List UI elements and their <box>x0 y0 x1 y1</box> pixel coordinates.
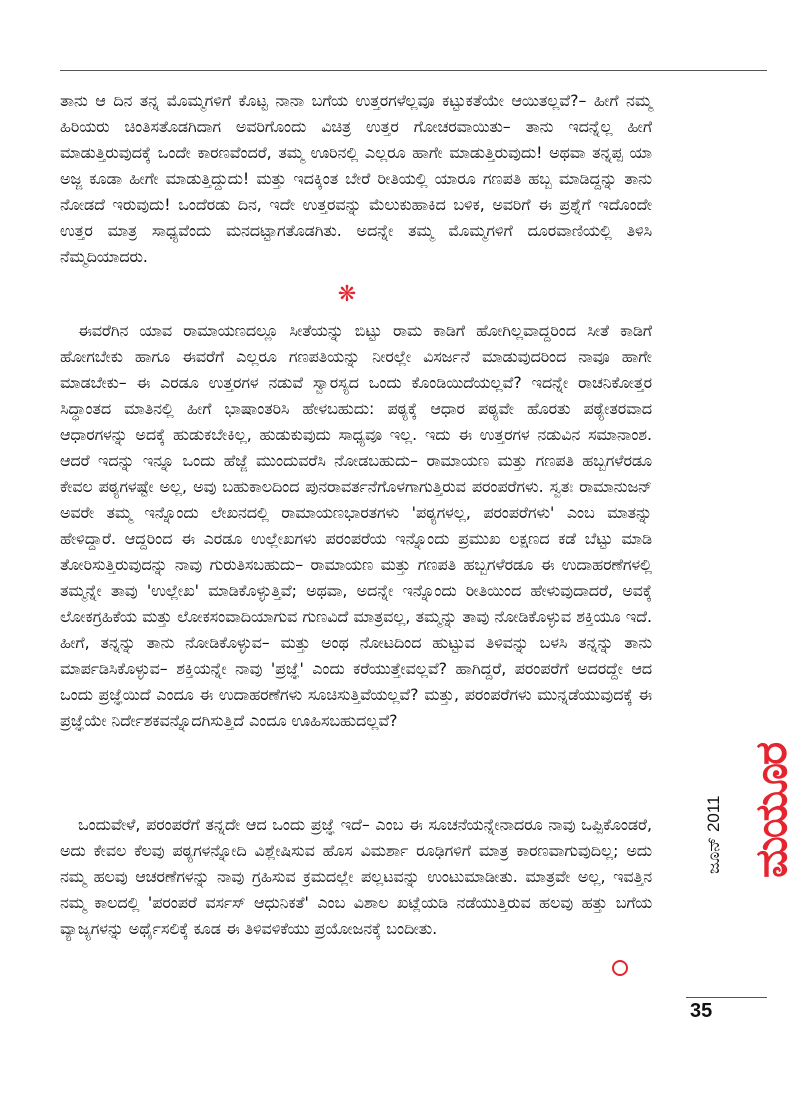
page-number: 35 <box>690 1000 713 1022</box>
article-end-circle-icon <box>612 960 628 976</box>
paragraph-text: ತಾನು ಆ ದಿನ ತನ್ನ ಮೊಮ್ಮಗಳಿಗೆ ಕೊಟ್ಟ ನಾನಾ ಬಗೆಯ ಉತ್ತರಗಳೆಲ್ಲವೂ ಕಟ್ಟುಕತೆಯೇ ಆಯಿತಲ್ಲವೆ?– ಹೀಗೆ ನಮ್ಮ ಹಿರಿಯರು ಚಿಂತಿಸತೊಡಗಿದಾಗ ಅವರಿಗೊಂದು ವಿಚಿತ್ರ ಉತ್ತರ ಗೋಚರವಾಯಿತು– ತಾನು ಇದನ್ನೆಲ್ಲ ಹೀಗೆ ಮಾಡುತ್ತಿರುವುದಕ್ಕೆ ಒಂದೇ ಕಾರಣವೆಂದರೆ, ತಮ್ಮ ಊರಿನಲ್ಲಿ ಎಲ್ಲರೂ ಹಾಗೇ ಮಾಡುತ್ತಿರುವುದು! ಅಥವಾ ತನ್ನಪ್ಪ ಯಾ ಅಜ್ಜ ಕೂಡಾ ಹೀಗೇ ಮಾಡುತ್ತಿದ್ದುದು! ಮತ್ತು ಇದಕ್ಕಿಂತ ಬೇರೆ ರೀತಿಯಲ್ಲಿ ಯಾರೂ ಗಣಪತಿ ಹಬ್ಬ ಮಾಡಿದ್ದನ್ನು ತಾನು ನೋಡದೆ ಇರುವುದು! ಒಂದೆರಡು ದಿನ, ಇದೇ ಉತ್ತರವನ್ನು ಮೆಲುಕುಹಾಕಿದ ಬಳಿಕ, ಅವರಿಗೆ ಈ ಪ್ರಶ್ನೆಗೆ ಇದೊಂದೇ ಉತ್ತರ ಮಾತ್ರ ಸಾಧ್ಯವೆಂದು ಮನದಟ್ಟಾಗತೊಡಗಿತು. ಅದನ್ನೇ ತಮ್ಮ ಮೊಮ್ಮಗಳಿಗೆ ದೂರವಾಣಿಯಲ್ಲಿ ತಿಳಿಸಿ ನೆಮ್ಮದಿಯಾದರು. <box>60 91 652 266</box>
article-paragraph-1 <box>60 88 652 270</box>
top-rule <box>60 70 767 71</box>
paragraph-text: ಒಂದುವೇಳೆ, ಪರಂಪರೆಗೆ ತನ್ನದೇ ಆದ ಒಂದು ಪ್ರಜ್ಞೆ ಇದೆ– ಎಂಬ ಈ ಸೂಚನೆಯನ್ನೇನಾದರೂ ನಾವು ಒಪ್ಪಿಕೊಂಡರೆ, ಅದು ಕೇವಲ ಕೆಲವು ಪಠ್ಯಗಳನ್ನೋದಿ ವಿಶ್ಲೇಷಿಸುವ ಹೊಸ ವಿಮರ್ಶಾ ರೂಢಿಗಳಿಗೆ ಮಾತ್ರ ಕಾರಣವಾಗುವುದಿಲ್ಲ; ಅದು ನಮ್ಮ ಹಲವು ಆಚರಣೆಗಳನ್ನು ನಾವು ಗ್ರಹಿಸುವ ಕ್ರಮದಲ್ಲೇ ಪಲ್ಲಟವನ್ನು ಉಂಟುಮಾಡೀತು. ಮಾತ್ರವೇ ಅಲ್ಲ, ಇವತ್ತಿನ ನಮ್ಮ ಕಾಲದಲ್ಲಿ 'ಪರಂಪರೆ ವರ್ಸಸ್ ಆಧುನಿಕತೆ' ಎಂಬ ವಿಶಾಲ ಖಟ್ಲೆಯಡಿ ನಡೆಯುತ್ತಿರುವ ಹಲವು ಹತ್ತು ಬಗೆಯ ವ್ಯಾಜ್ಯಗಳನ್ನು ಅರ್ಥೈಸಲಿಕ್ಕೆ ಕೂಡ ಈ ತಿಳಿವಳಿಕೆಯು ಪ್ರಯೋಜನಕ್ಕೆ ಬಂದೀತು. <box>60 815 652 938</box>
article-paragraph-3 <box>60 812 652 942</box>
issue-date-text: ಜೂನ್ 2011 <box>704 795 723 874</box>
article-paragraph-2 <box>60 318 652 734</box>
section-separator-asterisk: ❋ <box>337 282 357 307</box>
paragraph-text: ಈವರೆಗಿನ ಯಾವ ರಾಮಾಯಣದಲ್ಲೂ ಸೀತೆಯನ್ನು ಬಿಟ್ಟು ರಾಮ ಕಾಡಿಗೆ ಹೋಗಿಲ್ಲವಾದ್ದರಿಂದ ಸೀತೆ ಕಾಡಿಗೆ ಹೋಗಬೇಕು ಹಾಗೂ ಈವರೆಗೆ ಎಲ್ಲರೂ ಗಣಪತಿಯನ್ನು ನೀರಲ್ಲೇ ವಿಸರ್ಜನೆ ಮಾಡುವುದರಿಂದ ನಾವೂ ಹಾಗೇ ಮಾಡಬೇಕು– ಈ ಎರಡೂ ಉತ್ತರಗಳ ನಡುವೆ ಸ್ವಾರಸ್ಯದ ಒಂದು ಕೊಂಡಿಯಿದೆಯಲ್ಲವೆ? ಇದನ್ನೇ ರಾಚನಿಕೋತ್ತರ ಸಿದ್ಧಾಂತದ ಮಾತಿನಲ್ಲಿ ಹೀಗೆ ಭಾಷಾಂತರಿಸಿ ಹೇಳಬಹುದು: ಪಠ್ಯಕ್ಕೆ ಆಧಾರ ಪಠ್ಯವೇ ಹೊರತು ಪಠ್ಯೇತರವಾದ ಆಧಾರಗಳನ್ನು ಅದಕ್ಕೆ ಹುಡುಕಬೇಕಿಲ್ಲ, ಹುಡುಕುವುದು ಸಾಧ್ಯವೂ ಇಲ್ಲ. ಇದು ಈ ಉತ್ತರಗಳ ನಡುವಿನ ಸಮಾನಾಂಶ. ಆದರೆ ಇದನ್ನು ಇನ್ನೂ ಒಂದು ಹೆಜ್ಜೆ ಮುಂದುವರೆಸಿ ನೋಡಬಹುದು– ರಾಮಾಯಣ ಮತ್ತು ಗಣಪತಿ ಹಬ್ಬಗಳೆರಡೂ ಕೇವಲ ಪಠ್ಯಗಳಷ್ಟೇ ಅಲ್ಲ, ಅವು ಬಹುಕಾಲದಿಂದ ಪುನರಾವರ್ತನೆಗೊಳಗಾಗುತ್ತಿರುವ ಪರಂಪರೆಗಳು. ಸ್ವತಃ ರಾಮಾನುಜನ್ ಅವರೇ ತಮ್ಮ ಇನ್ನೊಂದು ಲೇಖನದಲ್ಲಿ ರಾಮಾಯಣಭಾರತಗಳು 'ಪಠ್ಯಗಳಲ್ಲ, ಪರಂಪರೆಗಳು' ಎಂಬ ಮಾತನ್ನು ಹೇಳಿದ್ದಾರೆ. ಆದ್ದರಿಂದ ಈ ಎರಡೂ ಉಲ್ಲೇಖಗಳು ಪರಂಪರೆಯ ಇನ್ನೊಂದು ಪ್ರಮುಖ ಲಕ್ಷಣದ ಕಡೆ ಬೆಟ್ಟು ಮಾಡಿ ತೋರಿಸುತ್ತಿರುವುದನ್ನು ನಾವು ಗುರುತಿಸಬಹುದು– ರಾಮಾಯಣ ಮತ್ತು ಗಣಪತಿ ಹಬ್ಬಗಳೆರಡೂ ಈ ಉದಾಹರಣೆಗಳಲ್ಲಿ ತಮ್ಮನ್ನೇ ತಾವು 'ಉಲ್ಲೇಖ' ಮಾಡಿಕೊಳ್ಳುತ್ತಿವೆ; ಅಥವಾ, ಅದನ್ನೇ ಇನ್ನೊಂದು ರೀತಿಯಿಂದ ಹೇಳುವುದಾದರೆ, ಅವಕ್ಕೆ ಲೋಕಗ್ರಹಿಕೆಯ ಮತ್ತು ಲೋಕಸಂವಾದಿಯಾಗುವ ಗುಣವಿದೆ ಮಾತ್ರವಲ್ಲ, ತಮ್ಮನ್ನು ತಾವು ನೋಡಿಕೊಳ್ಳುವ ಶಕ್ತಿಯೂ ಇದೆ. ಹೀಗೆ, ತನ್ನನ್ನು ತಾನು ನೋಡಿಕೊಳ್ಳುವ– ಮತ್ತು ಅಂಥ ನೋಟದಿಂದ ಹುಟ್ಟುವ ತಿಳಿವನ್ನು ಬಳಸಿ ತನ್ನನ್ನು ತಾನು ಮಾರ್ಪಡಿಸಿಕೊಳ್ಳುವ– ಶಕ್ತಿಯನ್ನೇ ನಾವು 'ಪ್ರಜ್ಞೆ' ಎಂದು ಕರೆಯುತ್ತೇವಲ್ಲವೆ? ಹಾಗಿದ್ದರೆ, ಪರಂಪರೆಗೆ ಅದರದ್ದೇ ಆದ ಒಂದು ಪ್ರಜ್ಞೆಯಿದೆ ಎಂದೂ ಈ ಉದಾಹರಣೆಗಳು ಸೂಚಿಸುತ್ತಿವೆಯಲ್ಲವೆ? ಮತ್ತು, ಪರಂಪರೆಗಳು ಮುನ್ನಡೆಯುವುದಕ್ಕೆ ಈ ಪ್ರಜ್ಞೆಯೇ ನಿರ್ದೇಶಕವನ್ನೊದಗಿಸುತ್ತಿದೆ ಎಂದೂ ಊಹಿಸಬಹುದಲ್ಲವೆ? <box>60 321 652 730</box>
footer-rule <box>686 997 767 998</box>
magazine-name: ಮಯೂರ <box>746 743 797 878</box>
